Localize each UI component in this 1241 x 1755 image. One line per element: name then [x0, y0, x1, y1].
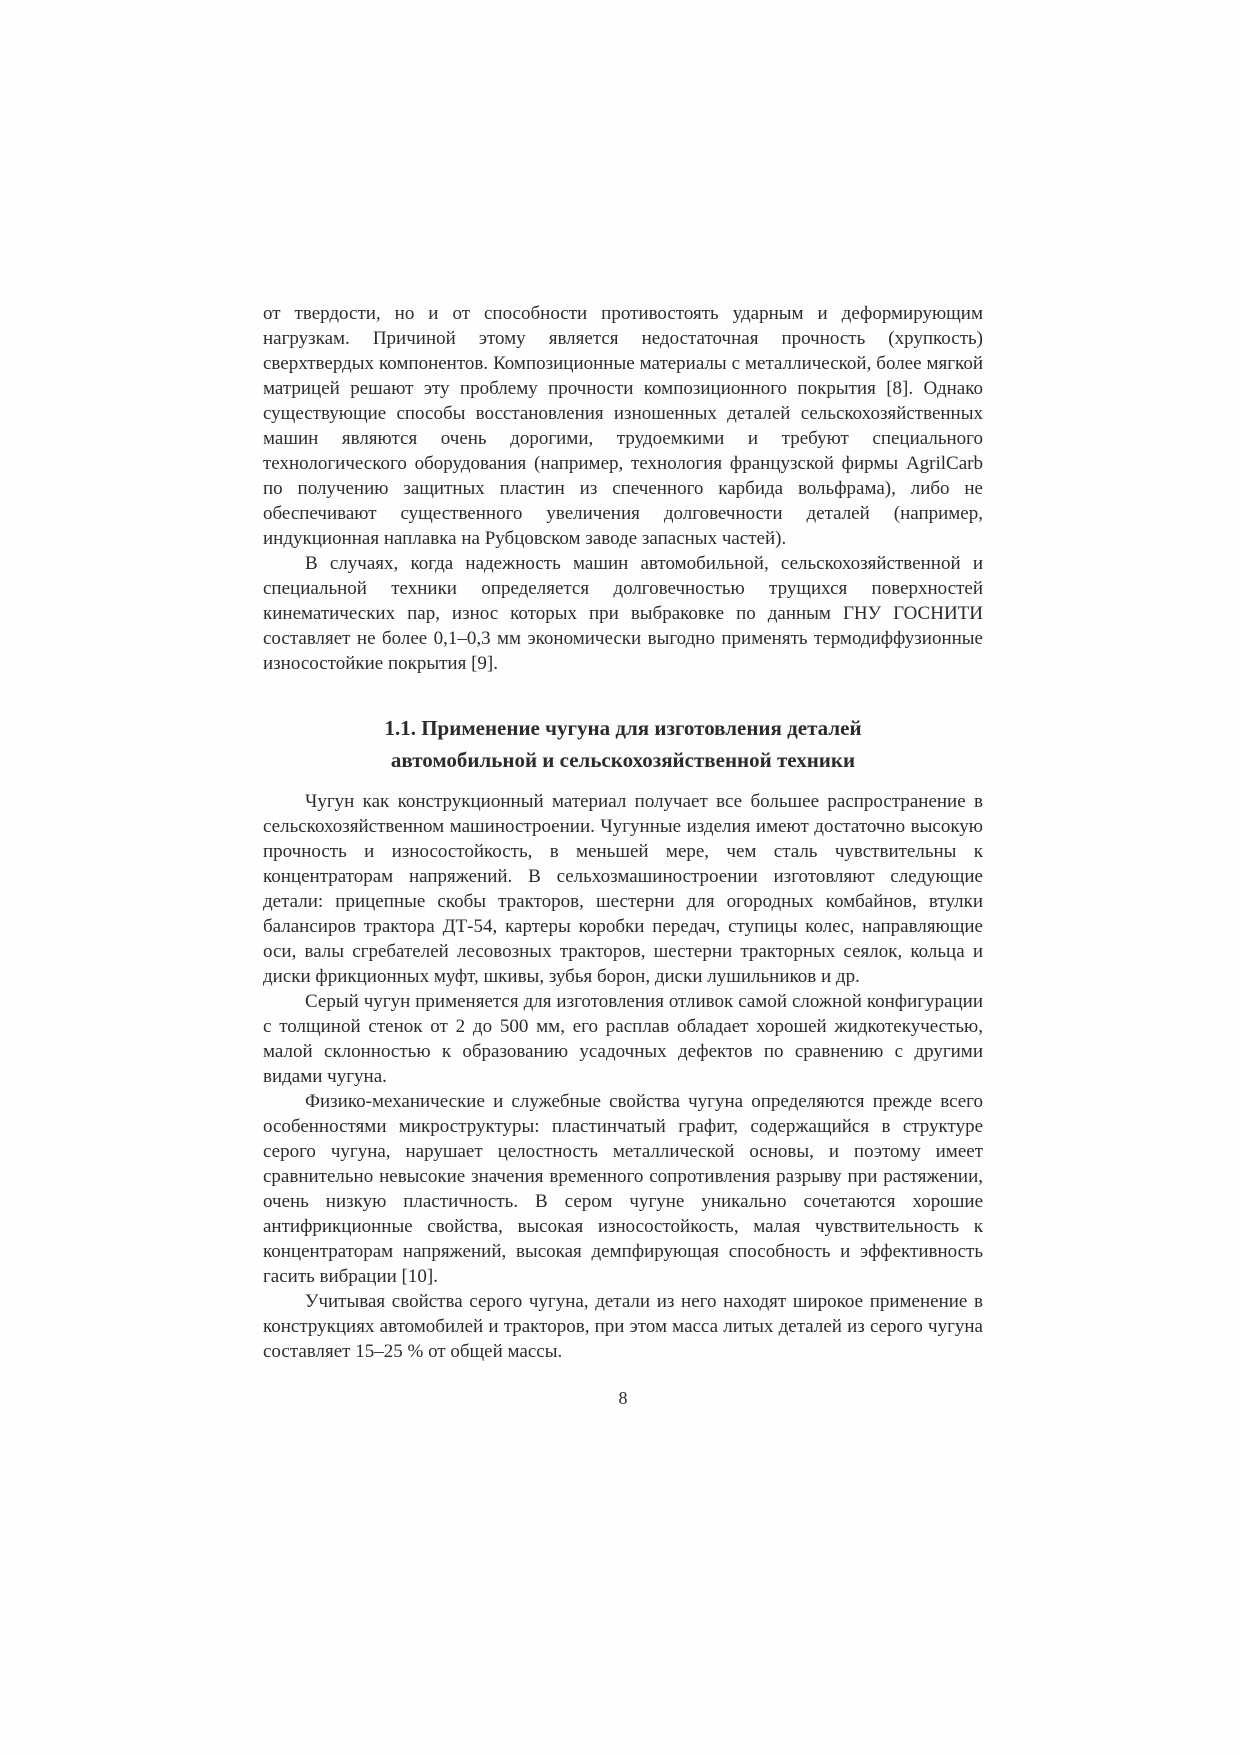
body-text-top — [263, 301, 983, 676]
section-heading-line-2: автомобильной и сельскохозяйственной техники — [390, 748, 856, 772]
page-number: 8 — [618, 1388, 628, 1408]
paragraph: Учитывая свойства серого чугуна, детали из него находят широкое применение в конструкциях автомобилей и тракторов, при этом масса литых деталей из серого чугуна составляет 15–25 % от общей массы. — [263, 1291, 983, 1362]
paragraph: Чугун как конструкционный материал получает все большее распространение в сельскохозяйственном машиностроении. Чугунные изделия имеют достаточно высокую прочность и износостойкость, в меньшей мере, чем сталь чувствительны к концентраторам напряжений. В сельхозмашиностроении изготовляют следующие детали: прицепные скобы тракторов, шестерни для огородных комбайнов, втулки балансиров трактора ДТ-54, картеры коробки передач, ступицы колес, направляющие оси, валы сгребателей лесовозных тракторов, шестерни тракторных сеялок, кольца и диски фрикционных муфт, шкивы, зубья борон, диски лушильников и др. — [263, 791, 983, 987]
section-heading — [263, 712, 983, 776]
paragraph-continued: от твердости, но и от способности противостоять ударным и деформирующим нагрузкам. Причиной этому является недостаточная прочность (хрупкость) сверхтвердых компонентов. Композиционные материалы с металлической, более мягкой матрицей решают эту проблему прочности композиционного покрытия [8]. Однако существующие способы восстановления изношенных деталей сельскохозяйственных машин являются очень дорогими, трудоемкими и требуют специального технологического оборудования (например, технология французской фирмы AgrilCarb по получению защитных пластин из спеченного карбида вольфрама), либо не обеспечивают существенного увеличения долговечности деталей (например, индукционная наплавка на Рубцовском заводе запасных частей). — [263, 303, 983, 549]
paragraph: Серый чугун применяется для изготовления отливок самой сложной конфигурации с толщиной стенок от 2 до 500 мм, его расплав обладает хорошей жидкотекучестью, малой склонностью к образованию усадочных дефектов по сравнению с другими видами чугуна. — [263, 991, 983, 1087]
section-heading-line-1: 1.1. Применение чугуна для изготовления деталей — [384, 716, 862, 740]
paragraph: В случаях, когда надежность машин автомобильной, сельскохозяйственной и специальной техники определяется долговечностью трущихся поверхностей кинематических пар, износ которых при выбраковке по данным ГНУ ГОСНИТИ составляет не более 0,1–0,3 мм экономически выгодно применять термодиффузионные износостойкие покрытия [9]. — [263, 553, 983, 674]
paragraph: Физико-механические и служебные свойства чугуна определяются прежде всего особенностями микроструктуры: пластинчатый графит, содержащийся в структуре серого чугуна, нарушает целостность металлической основы, и поэтому имеет сравнительно невысокие значения временного сопротивления разрыву при растяжении, очень низкую пластичность. В сером чугуне уникально сочетаются хорошие антифрикционные свойства, высокая износостойкость, малая чувствительность к концентраторам напряжений, высокая демпфирующая способность и эффективность гасить вибрации [10]. — [263, 1091, 983, 1287]
body-text-bottom — [263, 789, 983, 1364]
